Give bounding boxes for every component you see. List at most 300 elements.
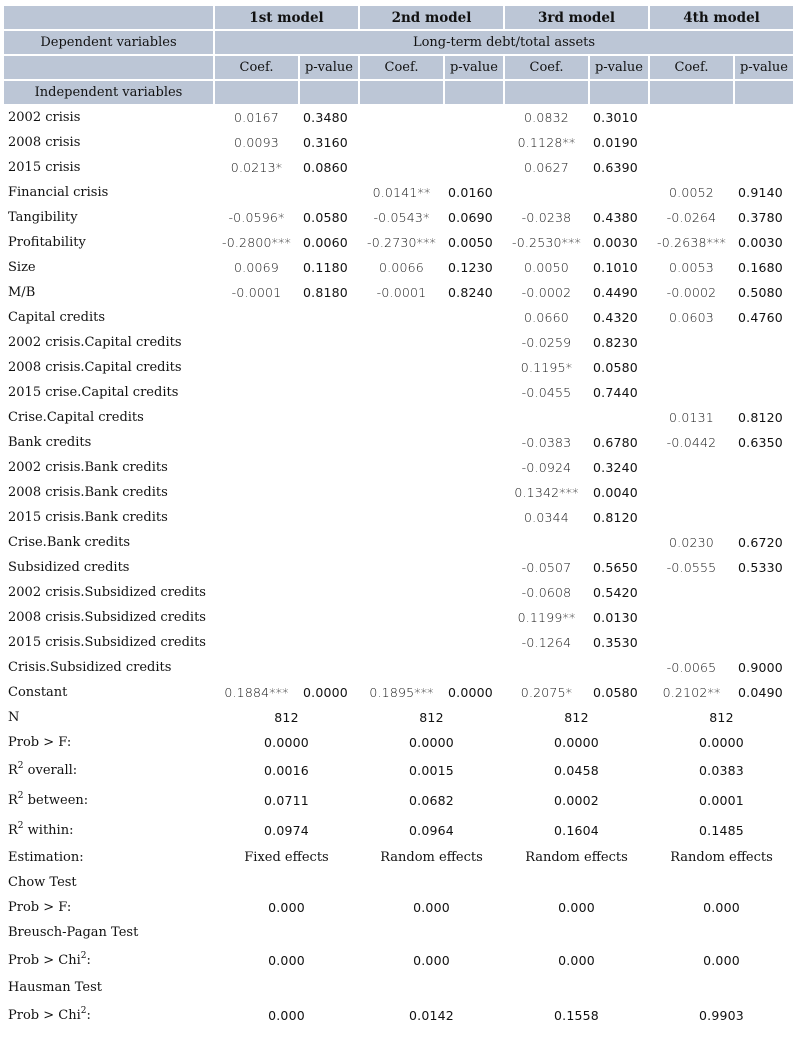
coef-cell — [215, 531, 298, 554]
coef-cell — [360, 581, 443, 604]
stat-value: 0.0682 — [409, 792, 454, 808]
coef-cell: -0.2638*** — [657, 235, 726, 250]
table-row — [4, 156, 793, 179]
pvalue-cell: 0.0580 — [303, 210, 348, 225]
pvalue-cell — [735, 456, 793, 479]
empty-cell — [505, 921, 648, 944]
pvalue-cell — [445, 581, 503, 604]
coef-cell: 0.1199** — [517, 610, 576, 625]
test-title-row — [4, 871, 793, 894]
coef-cell: -0.2800*** — [222, 235, 291, 250]
coef-cell — [215, 456, 298, 479]
coef-cell: -0.0608 — [521, 585, 572, 600]
pvalue-cell — [300, 606, 358, 629]
coef-cell — [215, 431, 298, 454]
label-text: within: — [23, 822, 74, 838]
table-row — [4, 206, 793, 229]
pvalue-cell — [445, 356, 503, 379]
variable-label: 2015 crisis — [8, 160, 81, 175]
empty-cell — [360, 921, 503, 944]
empty-header-cell — [360, 81, 443, 104]
coef-cell — [650, 381, 733, 404]
coef-cell — [215, 481, 298, 504]
coef-cell — [215, 506, 298, 529]
coef-cell — [650, 131, 733, 154]
coef-cell — [650, 606, 733, 629]
independent-label: Independent variables — [4, 81, 213, 104]
pvalue-cell — [735, 131, 793, 154]
table-row — [4, 331, 793, 354]
stat-row-r2-between — [4, 786, 793, 814]
pvalue-cell — [735, 356, 793, 379]
pvalue-cell: 0.0040 — [593, 485, 638, 500]
pvalue-cell — [445, 306, 503, 329]
coef-cell — [215, 406, 298, 429]
pvalue-header: p-value — [445, 56, 503, 79]
coef-cell: 0.0603 — [669, 310, 714, 325]
pvalue-cell: 0.4760 — [738, 310, 783, 325]
table-row — [4, 306, 793, 329]
test-value: 0.1558 — [554, 1007, 599, 1023]
empty-cell — [215, 921, 358, 944]
coef-header-corner — [4, 56, 213, 79]
pvalue-cell — [445, 556, 503, 579]
model-3-header: 3rd model — [505, 6, 648, 29]
pvalue-cell: 0.3240 — [593, 460, 638, 475]
coef-header: Coef. — [360, 56, 443, 79]
pvalue-cell: 0.8120 — [593, 510, 638, 525]
pvalue-cell — [445, 631, 503, 654]
pvalue-cell — [300, 181, 358, 204]
stat-value: 0.0974 — [264, 822, 309, 838]
coef-cell: 0.0131 — [669, 410, 714, 425]
empty-header-cell — [735, 81, 793, 104]
label-text: Prob > Chi — [8, 952, 81, 968]
pvalue-cell — [445, 331, 503, 354]
table-row — [4, 581, 793, 604]
coef-header: Coef. — [505, 56, 588, 79]
table-row — [4, 531, 793, 554]
regression-table — [2, 4, 795, 1031]
coef-cell: 0.0832 — [524, 110, 569, 125]
coef-cell: -0.0455 — [521, 385, 572, 400]
coef-header: Coef. — [215, 56, 298, 79]
pvalue-cell: 0.1680 — [738, 260, 783, 275]
pvalue-cell — [300, 656, 358, 679]
pvalue-cell — [445, 431, 503, 454]
pvalue-cell: 0.6350 — [738, 435, 783, 450]
coef-cell: 0.0660 — [524, 310, 569, 325]
stat-value: 0.1604 — [554, 822, 599, 838]
superscript: 2 — [80, 1005, 87, 1016]
empty-cell — [215, 976, 358, 999]
coef-cell: -0.0001 — [231, 285, 282, 300]
table-row — [4, 456, 793, 479]
coef-cell — [360, 156, 443, 179]
coef-cell: 0.0052 — [669, 185, 714, 200]
test-label — [4, 946, 213, 974]
coef-cell — [360, 506, 443, 529]
pvalue-cell — [590, 181, 648, 204]
variable-label: Size — [8, 260, 36, 275]
stat-value: 0.0002 — [554, 792, 599, 808]
empty-header-cell — [650, 81, 733, 104]
pvalue-cell: 0.5650 — [593, 560, 638, 575]
model-header-row — [4, 6, 793, 29]
table-row — [4, 181, 793, 204]
coef-cell — [360, 631, 443, 654]
coef-cell: -0.0507 — [521, 560, 572, 575]
empty-cell — [215, 871, 358, 894]
pvalue-cell — [590, 531, 648, 554]
pvalue-header: p-value — [590, 56, 648, 79]
test-value: 0.0142 — [409, 1007, 454, 1023]
pvalue-cell — [300, 406, 358, 429]
superscript: 2 — [17, 820, 24, 831]
test-label: Prob > F: — [8, 900, 72, 915]
coef-cell — [650, 106, 733, 129]
pvalue-cell: 0.6780 — [593, 435, 638, 450]
coef-cell — [505, 181, 588, 204]
table-row — [4, 131, 793, 154]
variable-label: 2008 crisis.Bank credits — [8, 485, 168, 500]
coef-cell — [360, 606, 443, 629]
test-title: Chow Test — [8, 875, 77, 890]
test-value: 0.000 — [413, 900, 450, 915]
coef-cell: -0.0924 — [521, 460, 572, 475]
model-1-header: 1st model — [215, 6, 358, 29]
coef-cell — [650, 156, 733, 179]
coef-cell — [650, 356, 733, 379]
superscript: 2 — [17, 790, 24, 801]
stat-value: Fixed effects — [244, 850, 329, 865]
superscript: 2 — [17, 760, 24, 771]
stat-value: 0.0000 — [264, 735, 309, 750]
test-value: 0.9903 — [699, 1007, 744, 1023]
table-row — [4, 606, 793, 629]
pvalue-cell — [735, 631, 793, 654]
coef-cell — [360, 556, 443, 579]
coef-cell — [360, 131, 443, 154]
coef-cell: 0.2075* — [520, 685, 573, 700]
test-title-row — [4, 921, 793, 944]
stat-label — [4, 786, 213, 814]
coef-cell: -0.0555 — [666, 560, 717, 575]
pvalue-cell: 0.8240 — [448, 285, 493, 300]
coef-header: Coef. — [650, 56, 733, 79]
coef-cell — [360, 656, 443, 679]
coef-cell: 0.0053 — [669, 260, 714, 275]
table-row — [4, 381, 793, 404]
empty-header-cell — [445, 81, 503, 104]
pvalue-header: p-value — [300, 56, 358, 79]
pvalue-cell: 0.1180 — [303, 260, 348, 275]
variable-label: 2002 crisis.Bank credits — [8, 460, 168, 475]
pvalue-cell — [445, 656, 503, 679]
stat-row-prob-f — [4, 731, 793, 754]
empty-header-cell — [215, 81, 298, 104]
pvalue-cell — [300, 331, 358, 354]
pvalue-cell: 0.5420 — [593, 585, 638, 600]
pvalue-cell: 0.4380 — [593, 210, 638, 225]
coef-cell: 0.0141** — [372, 185, 431, 200]
coef-cell — [360, 531, 443, 554]
coef-cell: 0.0066 — [379, 260, 424, 275]
variable-label: Financial crisis — [8, 185, 109, 200]
pvalue-cell — [300, 431, 358, 454]
test-value: 0.000 — [558, 952, 595, 968]
coef-cell: 0.1884*** — [224, 685, 289, 700]
stat-value: Random effects — [670, 850, 773, 865]
coef-cell: 0.1128** — [517, 135, 576, 150]
coef-cell: -0.0001 — [376, 285, 427, 300]
pvalue-cell: 0.0190 — [593, 135, 638, 150]
coef-cell: -0.0383 — [521, 435, 572, 450]
header-corner — [4, 6, 213, 29]
pvalue-cell: 0.0030 — [593, 235, 638, 250]
variable-label: 2002 crisis — [8, 110, 81, 125]
coef-cell: 0.2102** — [662, 685, 721, 700]
variable-label: Profitability — [8, 235, 86, 250]
pvalue-cell — [300, 581, 358, 604]
stat-value: 812 — [274, 710, 299, 725]
test-title-row — [4, 976, 793, 999]
pvalue-cell: 0.1230 — [448, 260, 493, 275]
pvalue-cell — [735, 481, 793, 504]
pvalue-cell: 0.3780 — [738, 210, 783, 225]
coef-cell — [215, 331, 298, 354]
table-row — [4, 556, 793, 579]
coef-cell — [360, 406, 443, 429]
empty-cell — [505, 976, 648, 999]
pvalue-cell: 0.0580 — [593, 360, 638, 375]
pvalue-cell: 0.0580 — [593, 685, 638, 700]
label-text: : — [86, 1007, 91, 1023]
test-value: 0.000 — [268, 952, 305, 968]
pvalue-cell — [300, 481, 358, 504]
table-row — [4, 631, 793, 654]
stat-value: 0.0000 — [699, 735, 744, 750]
pvalue-cell: 0.0050 — [448, 235, 493, 250]
coef-cell — [360, 106, 443, 129]
empty-header-cell — [505, 81, 588, 104]
variable-label: Crisis.Subsidized credits — [8, 660, 172, 675]
pvalue-cell: 0.0130 — [593, 610, 638, 625]
pvalue-header: p-value — [735, 56, 793, 79]
pvalue-cell: 0.1010 — [593, 260, 638, 275]
coef-cell — [360, 331, 443, 354]
pvalue-cell: 0.4490 — [593, 285, 638, 300]
coef-cell — [215, 581, 298, 604]
pvalue-cell: 0.0030 — [738, 235, 783, 250]
pvalue-cell — [445, 131, 503, 154]
empty-cell — [505, 871, 648, 894]
table-row — [4, 506, 793, 529]
table-row — [4, 356, 793, 379]
pvalue-cell — [300, 631, 358, 654]
superscript: 2 — [80, 950, 87, 961]
coef-cell — [650, 631, 733, 654]
dependent-value: Long-term debt/total assets — [215, 31, 793, 54]
variable-label: Constant — [8, 685, 68, 700]
coef-cell — [360, 431, 443, 454]
coef-cell — [650, 481, 733, 504]
pvalue-cell — [445, 506, 503, 529]
label-text: : — [86, 952, 91, 968]
coef-cell — [360, 306, 443, 329]
pvalue-cell — [735, 106, 793, 129]
pvalue-cell — [300, 456, 358, 479]
stat-row-n — [4, 706, 793, 729]
table-row — [4, 431, 793, 454]
independent-row — [4, 81, 793, 104]
pvalue-cell: 0.0490 — [738, 685, 783, 700]
stat-value: 0.0000 — [409, 735, 454, 750]
pvalue-cell: 0.6720 — [738, 535, 783, 550]
empty-cell — [650, 871, 793, 894]
dependent-row — [4, 31, 793, 54]
label-text: R — [8, 792, 18, 808]
variable-label: Crise.Bank credits — [8, 535, 131, 550]
pvalue-cell — [445, 406, 503, 429]
test-value: 0.000 — [268, 900, 305, 915]
table-row — [4, 481, 793, 504]
coef-cell — [360, 456, 443, 479]
coef-cell — [215, 631, 298, 654]
pvalue-cell: 0.0000 — [448, 685, 493, 700]
stat-value: 0.0711 — [264, 792, 309, 808]
pvalue-cell: 0.0000 — [303, 685, 348, 700]
coef-cell — [360, 356, 443, 379]
pvalue-cell — [300, 506, 358, 529]
coef-cell: 0.0213* — [230, 160, 283, 175]
variable-label: 2015 crisis.Subsidized credits — [8, 635, 206, 650]
test-value: 0.000 — [268, 1007, 305, 1023]
pvalue-cell — [300, 556, 358, 579]
stat-value: Random effects — [380, 850, 483, 865]
stat-value: 812 — [564, 710, 589, 725]
table-row — [4, 106, 793, 129]
variable-label: 2008 crisis — [8, 135, 81, 150]
pvalue-cell: 0.8180 — [303, 285, 348, 300]
pvalue-cell: 0.8230 — [593, 335, 638, 350]
pvalue-cell: 0.9140 — [738, 185, 783, 200]
pvalue-cell: 0.5080 — [738, 285, 783, 300]
pvalue-cell: 0.9000 — [738, 660, 783, 675]
pvalue-cell — [590, 406, 648, 429]
label-text: R — [8, 762, 18, 778]
label-text: Prob > Chi — [8, 1007, 81, 1023]
pvalue-cell: 0.3530 — [593, 635, 638, 650]
stat-value: 0.1485 — [699, 822, 744, 838]
stat-value: 0.0016 — [264, 762, 309, 778]
coef-cell — [215, 656, 298, 679]
pvalue-cell — [300, 531, 358, 554]
coef-cell: 0.0050 — [524, 260, 569, 275]
stat-value: 0.0383 — [699, 762, 744, 778]
test-value: 0.000 — [703, 952, 740, 968]
pvalue-cell — [445, 531, 503, 554]
table-row — [4, 406, 793, 429]
coef-cell: 0.0069 — [234, 260, 279, 275]
test-label — [4, 1001, 213, 1029]
variable-label: 2015 crise.Capital credits — [8, 385, 179, 400]
coef-cell: -0.0002 — [666, 285, 717, 300]
stat-label — [4, 816, 213, 844]
coef-cell: -0.0002 — [521, 285, 572, 300]
test-value-row — [4, 946, 793, 974]
pvalue-cell: 0.0060 — [303, 235, 348, 250]
coef-cell — [650, 506, 733, 529]
pvalue-cell — [300, 306, 358, 329]
coef-cell: -0.0543* — [373, 210, 430, 225]
coef-cell: -0.0596* — [228, 210, 285, 225]
empty-header-cell — [590, 81, 648, 104]
variable-label: M/B — [8, 285, 36, 300]
coef-cell — [215, 381, 298, 404]
pvalue-cell: 0.0160 — [448, 185, 493, 200]
stat-value: 0.0000 — [554, 735, 599, 750]
pvalue-cell: 0.3160 — [303, 135, 348, 150]
pvalue-cell — [445, 381, 503, 404]
coef-cell — [215, 606, 298, 629]
pvalue-cell — [300, 356, 358, 379]
variable-label: 2002 crisis.Subsidized credits — [8, 585, 206, 600]
coef-cell: 0.1895*** — [369, 685, 434, 700]
coef-cell: 0.1342*** — [514, 485, 579, 500]
label-text: between: — [23, 792, 89, 808]
stat-label — [4, 756, 213, 784]
coef-cell: -0.1264 — [521, 635, 572, 650]
pvalue-cell — [445, 481, 503, 504]
label-text: R — [8, 822, 18, 838]
pvalue-cell: 0.5330 — [738, 560, 783, 575]
test-value-row — [4, 1001, 793, 1029]
dependent-label: Dependent variables — [4, 31, 213, 54]
stat-row-estimation — [4, 846, 793, 869]
test-value: 0.000 — [558, 900, 595, 915]
empty-cell — [360, 976, 503, 999]
coef-cell — [360, 381, 443, 404]
empty-header-cell — [300, 81, 358, 104]
pvalue-cell — [300, 381, 358, 404]
pvalue-cell: 0.4320 — [593, 310, 638, 325]
pvalue-cell — [590, 656, 648, 679]
pvalue-cell — [735, 331, 793, 354]
pvalue-cell: 0.3480 — [303, 110, 348, 125]
variable-label: 2002 crisis.Capital credits — [8, 335, 182, 350]
coef-cell — [360, 481, 443, 504]
variable-label: 2015 crisis.Bank credits — [8, 510, 168, 525]
table-row — [4, 656, 793, 679]
variable-label: Subsidized credits — [8, 560, 130, 575]
coef-cell: -0.0259 — [521, 335, 572, 350]
model-4-header: 4th model — [650, 6, 793, 29]
coef-cell: 0.0627 — [524, 160, 569, 175]
test-value: 0.000 — [703, 900, 740, 915]
coef-cell — [505, 531, 588, 554]
coef-cell: -0.0238 — [521, 210, 572, 225]
pvalue-cell: 0.8120 — [738, 410, 783, 425]
stat-value: 0.0001 — [699, 792, 744, 808]
stat-row-r2-within — [4, 816, 793, 844]
pvalue-cell — [735, 156, 793, 179]
stat-label: Prob > F: — [8, 735, 72, 750]
coef-cell: 0.0167 — [234, 110, 279, 125]
variable-label: Bank credits — [8, 435, 92, 450]
empty-cell — [650, 976, 793, 999]
coef-cell — [505, 406, 588, 429]
